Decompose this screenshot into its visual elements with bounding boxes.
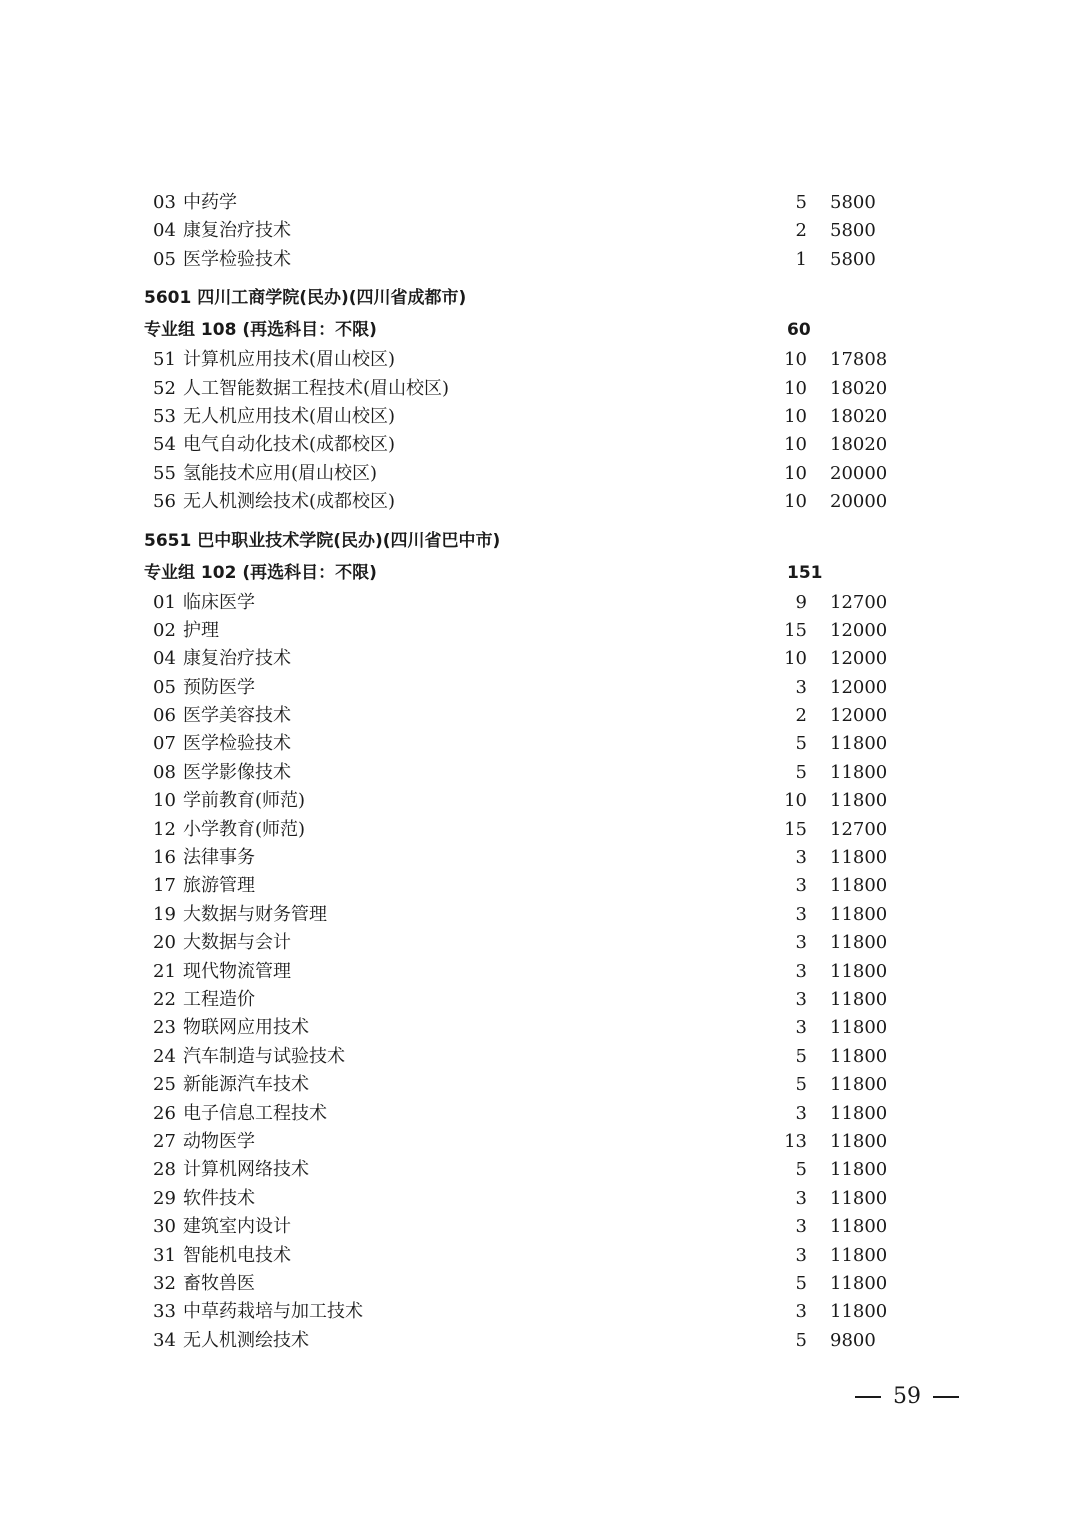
major-row	[0, 1100, 1080, 1128]
group-header	[0, 557, 1080, 589]
major-row	[0, 346, 1080, 374]
admissions-list	[0, 189, 1080, 1355]
major-code: 53	[153, 405, 176, 427]
enrollment-count: 3	[795, 932, 807, 954]
major-code: 56	[153, 491, 176, 513]
major-name: 康复治疗技术	[183, 220, 291, 242]
enrollment-count: 5	[795, 1329, 807, 1351]
major-row	[0, 1071, 1080, 1099]
major-row	[0, 901, 1080, 929]
major-code: 20	[153, 932, 176, 954]
major-row	[0, 1213, 1080, 1241]
major-row	[0, 759, 1080, 787]
tuition-fee: 5800	[830, 248, 876, 270]
tuition-fee: 12000	[830, 619, 888, 641]
enrollment-count: 5	[795, 192, 807, 213]
tuition-fee: 11800	[830, 1130, 888, 1152]
major-code: 04	[153, 648, 176, 670]
major-code: 27	[153, 1130, 176, 1152]
enrollment-count: 2	[795, 220, 807, 242]
major-code: 05	[153, 676, 176, 698]
enrollment-count: 3	[795, 1187, 807, 1209]
enrollment-count: 3	[795, 988, 807, 1010]
major-row	[0, 589, 1080, 617]
page-footer	[843, 1384, 971, 1409]
major-name: 医学美容技术	[183, 705, 291, 727]
tuition-fee: 11800	[830, 1102, 888, 1124]
tuition-fee: 18020	[830, 434, 888, 456]
enrollment-count: 15	[784, 818, 807, 840]
tuition-fee: 11800	[830, 1159, 888, 1181]
major-row	[0, 1327, 1080, 1355]
enrollment-count: 5	[795, 1159, 807, 1181]
major-row	[0, 1156, 1080, 1184]
major-code: 10	[153, 790, 176, 812]
tuition-fee: 11800	[830, 1272, 888, 1294]
major-row	[0, 375, 1080, 403]
enrollment-count: 5	[795, 1045, 807, 1067]
tuition-fee: 12000	[830, 705, 888, 727]
enrollment-count: 5	[795, 733, 807, 755]
enrollment-count: 3	[795, 1102, 807, 1124]
major-name: 建筑室内设计	[183, 1216, 291, 1238]
major-name: 临床医学	[183, 591, 255, 613]
tuition-fee: 11800	[830, 903, 888, 925]
major-name: 畜牧兽医	[183, 1272, 255, 1294]
group-header	[0, 314, 1080, 346]
major-code: 33	[153, 1301, 176, 1323]
tuition-fee: 17808	[830, 349, 888, 371]
major-code: 05	[153, 248, 176, 270]
page-number: 59	[893, 1384, 921, 1409]
major-row	[0, 702, 1080, 730]
tuition-fee: 11800	[830, 1301, 888, 1323]
enrollment-count: 10	[784, 790, 807, 812]
major-code: 51	[153, 349, 176, 371]
major-code: 29	[153, 1187, 176, 1209]
major-row	[0, 1242, 1080, 1270]
major-code: 04	[153, 220, 176, 242]
major-name: 护理	[183, 619, 219, 641]
major-row	[0, 787, 1080, 815]
major-name: 无人机测绘技术(成都校区)	[183, 491, 396, 513]
major-row	[0, 1014, 1080, 1042]
major-name: 人工智能数据工程技术(眉山校区)	[183, 377, 450, 399]
major-row	[0, 1185, 1080, 1213]
major-row	[0, 189, 1080, 217]
major-code: 30	[153, 1216, 176, 1238]
major-name: 汽车制造与试验技术	[183, 1045, 345, 1067]
major-code: 02	[153, 619, 176, 641]
enrollment-count: 3	[795, 903, 807, 925]
enrollment-count: 10	[784, 405, 807, 427]
major-name: 无人机应用技术(眉山校区)	[183, 405, 396, 427]
major-code: 24	[153, 1045, 176, 1067]
tuition-fee: 5800	[830, 220, 876, 242]
school-header	[0, 282, 1080, 314]
tuition-fee: 12700	[830, 818, 888, 840]
major-row	[0, 844, 1080, 872]
enrollment-count: 10	[784, 349, 807, 371]
major-name: 计算机网络技术	[183, 1159, 309, 1181]
major-row	[0, 246, 1080, 274]
major-row	[0, 403, 1080, 431]
major-row	[0, 929, 1080, 957]
tuition-fee: 11800	[830, 761, 888, 783]
major-code: 31	[153, 1244, 176, 1266]
enrollment-count: 3	[795, 875, 807, 897]
major-name: 医学影像技术	[183, 761, 291, 783]
major-name: 电子信息工程技术	[183, 1102, 327, 1124]
enrollment-count: 10	[784, 377, 807, 399]
major-row	[0, 1043, 1080, 1071]
major-code: 19	[153, 903, 176, 925]
major-name: 预防医学	[183, 676, 255, 698]
tuition-fee: 11800	[830, 960, 888, 982]
tuition-fee: 11800	[830, 1244, 888, 1266]
major-name: 物联网应用技术	[183, 1017, 309, 1039]
major-code: 03	[153, 192, 176, 213]
major-code: 25	[153, 1074, 176, 1096]
page-number-dash-left	[855, 1396, 881, 1398]
major-name: 学前教育(师范)	[183, 790, 306, 812]
major-row	[0, 816, 1080, 844]
enrollment-count: 13	[784, 1130, 807, 1152]
enrollment-count: 5	[795, 761, 807, 783]
major-name: 智能机电技术	[183, 1244, 291, 1266]
major-name: 工程造价	[183, 988, 255, 1010]
major-name: 无人机测绘技术	[183, 1329, 309, 1351]
major-name: 法律事务	[183, 847, 255, 869]
major-code: 08	[153, 761, 176, 783]
enrollment-count: 1	[795, 248, 807, 270]
major-name: 中草药栽培与加工技术	[183, 1301, 363, 1323]
tuition-fee: 12700	[830, 591, 888, 613]
tuition-fee: 20000	[830, 462, 888, 484]
tuition-fee: 5800	[830, 192, 876, 213]
group-name: 专业组 108 (再选科目：不限)	[144, 320, 377, 341]
enrollment-count: 5	[795, 1074, 807, 1096]
major-code: 23	[153, 1017, 176, 1039]
major-code: 17	[153, 875, 176, 897]
enrollment-count: 3	[795, 1301, 807, 1323]
major-row	[0, 1128, 1080, 1156]
tuition-fee: 18020	[830, 405, 888, 427]
major-code: 28	[153, 1159, 176, 1181]
group-total-count: 60	[787, 320, 811, 341]
major-code: 34	[153, 1329, 176, 1351]
major-name: 电气自动化技术(成都校区)	[183, 434, 396, 456]
major-code: 52	[153, 377, 176, 399]
major-name: 医学检验技术	[183, 248, 291, 270]
enrollment-count: 3	[795, 847, 807, 869]
major-code: 01	[153, 591, 176, 613]
major-row	[0, 958, 1080, 986]
school-name: 5651 巴中职业技术学院(民办)(四川省巴中市)	[144, 530, 501, 551]
tuition-fee: 20000	[830, 491, 888, 513]
major-code: 26	[153, 1102, 176, 1124]
enrollment-count: 3	[795, 1216, 807, 1238]
major-name: 现代物流管理	[183, 960, 291, 982]
major-code: 16	[153, 847, 176, 869]
major-code: 12	[153, 818, 176, 840]
tuition-fee: 9800	[830, 1329, 876, 1351]
tuition-fee: 12000	[830, 648, 888, 670]
enrollment-count: 2	[795, 705, 807, 727]
major-row	[0, 460, 1080, 488]
page-number-dash-right	[933, 1396, 959, 1398]
tuition-fee: 11800	[830, 847, 888, 869]
major-row	[0, 1298, 1080, 1326]
enrollment-count: 5	[795, 1272, 807, 1294]
enrollment-count: 3	[795, 676, 807, 698]
major-row	[0, 488, 1080, 516]
tuition-fee: 11800	[830, 1216, 888, 1238]
tuition-fee: 11800	[830, 733, 888, 755]
enrollment-count: 9	[795, 591, 807, 613]
major-row	[0, 986, 1080, 1014]
tuition-fee: 18020	[830, 377, 888, 399]
school-header	[0, 525, 1080, 557]
major-row	[0, 872, 1080, 900]
major-row	[0, 217, 1080, 245]
major-code: 21	[153, 960, 176, 982]
enrollment-count: 15	[784, 619, 807, 641]
major-name: 计算机应用技术(眉山校区)	[183, 349, 396, 371]
major-row	[0, 617, 1080, 645]
major-code: 54	[153, 434, 176, 456]
major-name: 旅游管理	[183, 875, 255, 897]
group-name: 专业组 102 (再选科目：不限)	[144, 562, 377, 583]
major-name: 中药学	[183, 192, 237, 213]
enrollment-count: 3	[795, 1244, 807, 1266]
tuition-fee: 11800	[830, 932, 888, 954]
major-code: 32	[153, 1272, 176, 1294]
tuition-fee: 11800	[830, 1187, 888, 1209]
major-name: 动物医学	[183, 1130, 255, 1152]
enrollment-count: 10	[784, 491, 807, 513]
major-code: 07	[153, 733, 176, 755]
tuition-fee: 12000	[830, 676, 888, 698]
tuition-fee: 11800	[830, 988, 888, 1010]
major-code: 22	[153, 988, 176, 1010]
enrollment-count: 3	[795, 960, 807, 982]
tuition-fee: 11800	[830, 790, 888, 812]
tuition-fee: 11800	[830, 1074, 888, 1096]
major-row	[0, 1270, 1080, 1298]
enrollment-count: 3	[795, 1017, 807, 1039]
major-name: 医学检验技术	[183, 733, 291, 755]
major-code: 06	[153, 705, 176, 727]
major-row	[0, 674, 1080, 702]
school-name: 5601 四川工商学院(民办)(四川省成都市)	[144, 288, 467, 309]
major-code: 55	[153, 462, 176, 484]
major-name: 新能源汽车技术	[183, 1074, 309, 1096]
major-name: 康复治疗技术	[183, 648, 291, 670]
enrollment-count: 10	[784, 462, 807, 484]
major-name: 大数据与财务管理	[183, 903, 327, 925]
major-name: 氢能技术应用(眉山校区)	[183, 462, 378, 484]
major-row	[0, 730, 1080, 758]
major-name: 小学教育(师范)	[183, 818, 306, 840]
tuition-fee: 11800	[830, 875, 888, 897]
major-name: 软件技术	[183, 1187, 255, 1209]
enrollment-count: 10	[784, 648, 807, 670]
major-name: 大数据与会计	[183, 932, 291, 954]
group-total-count: 151	[787, 562, 823, 583]
major-row	[0, 645, 1080, 673]
tuition-fee: 11800	[830, 1045, 888, 1067]
enrollment-count: 10	[784, 434, 807, 456]
tuition-fee: 11800	[830, 1017, 888, 1039]
major-row	[0, 431, 1080, 459]
